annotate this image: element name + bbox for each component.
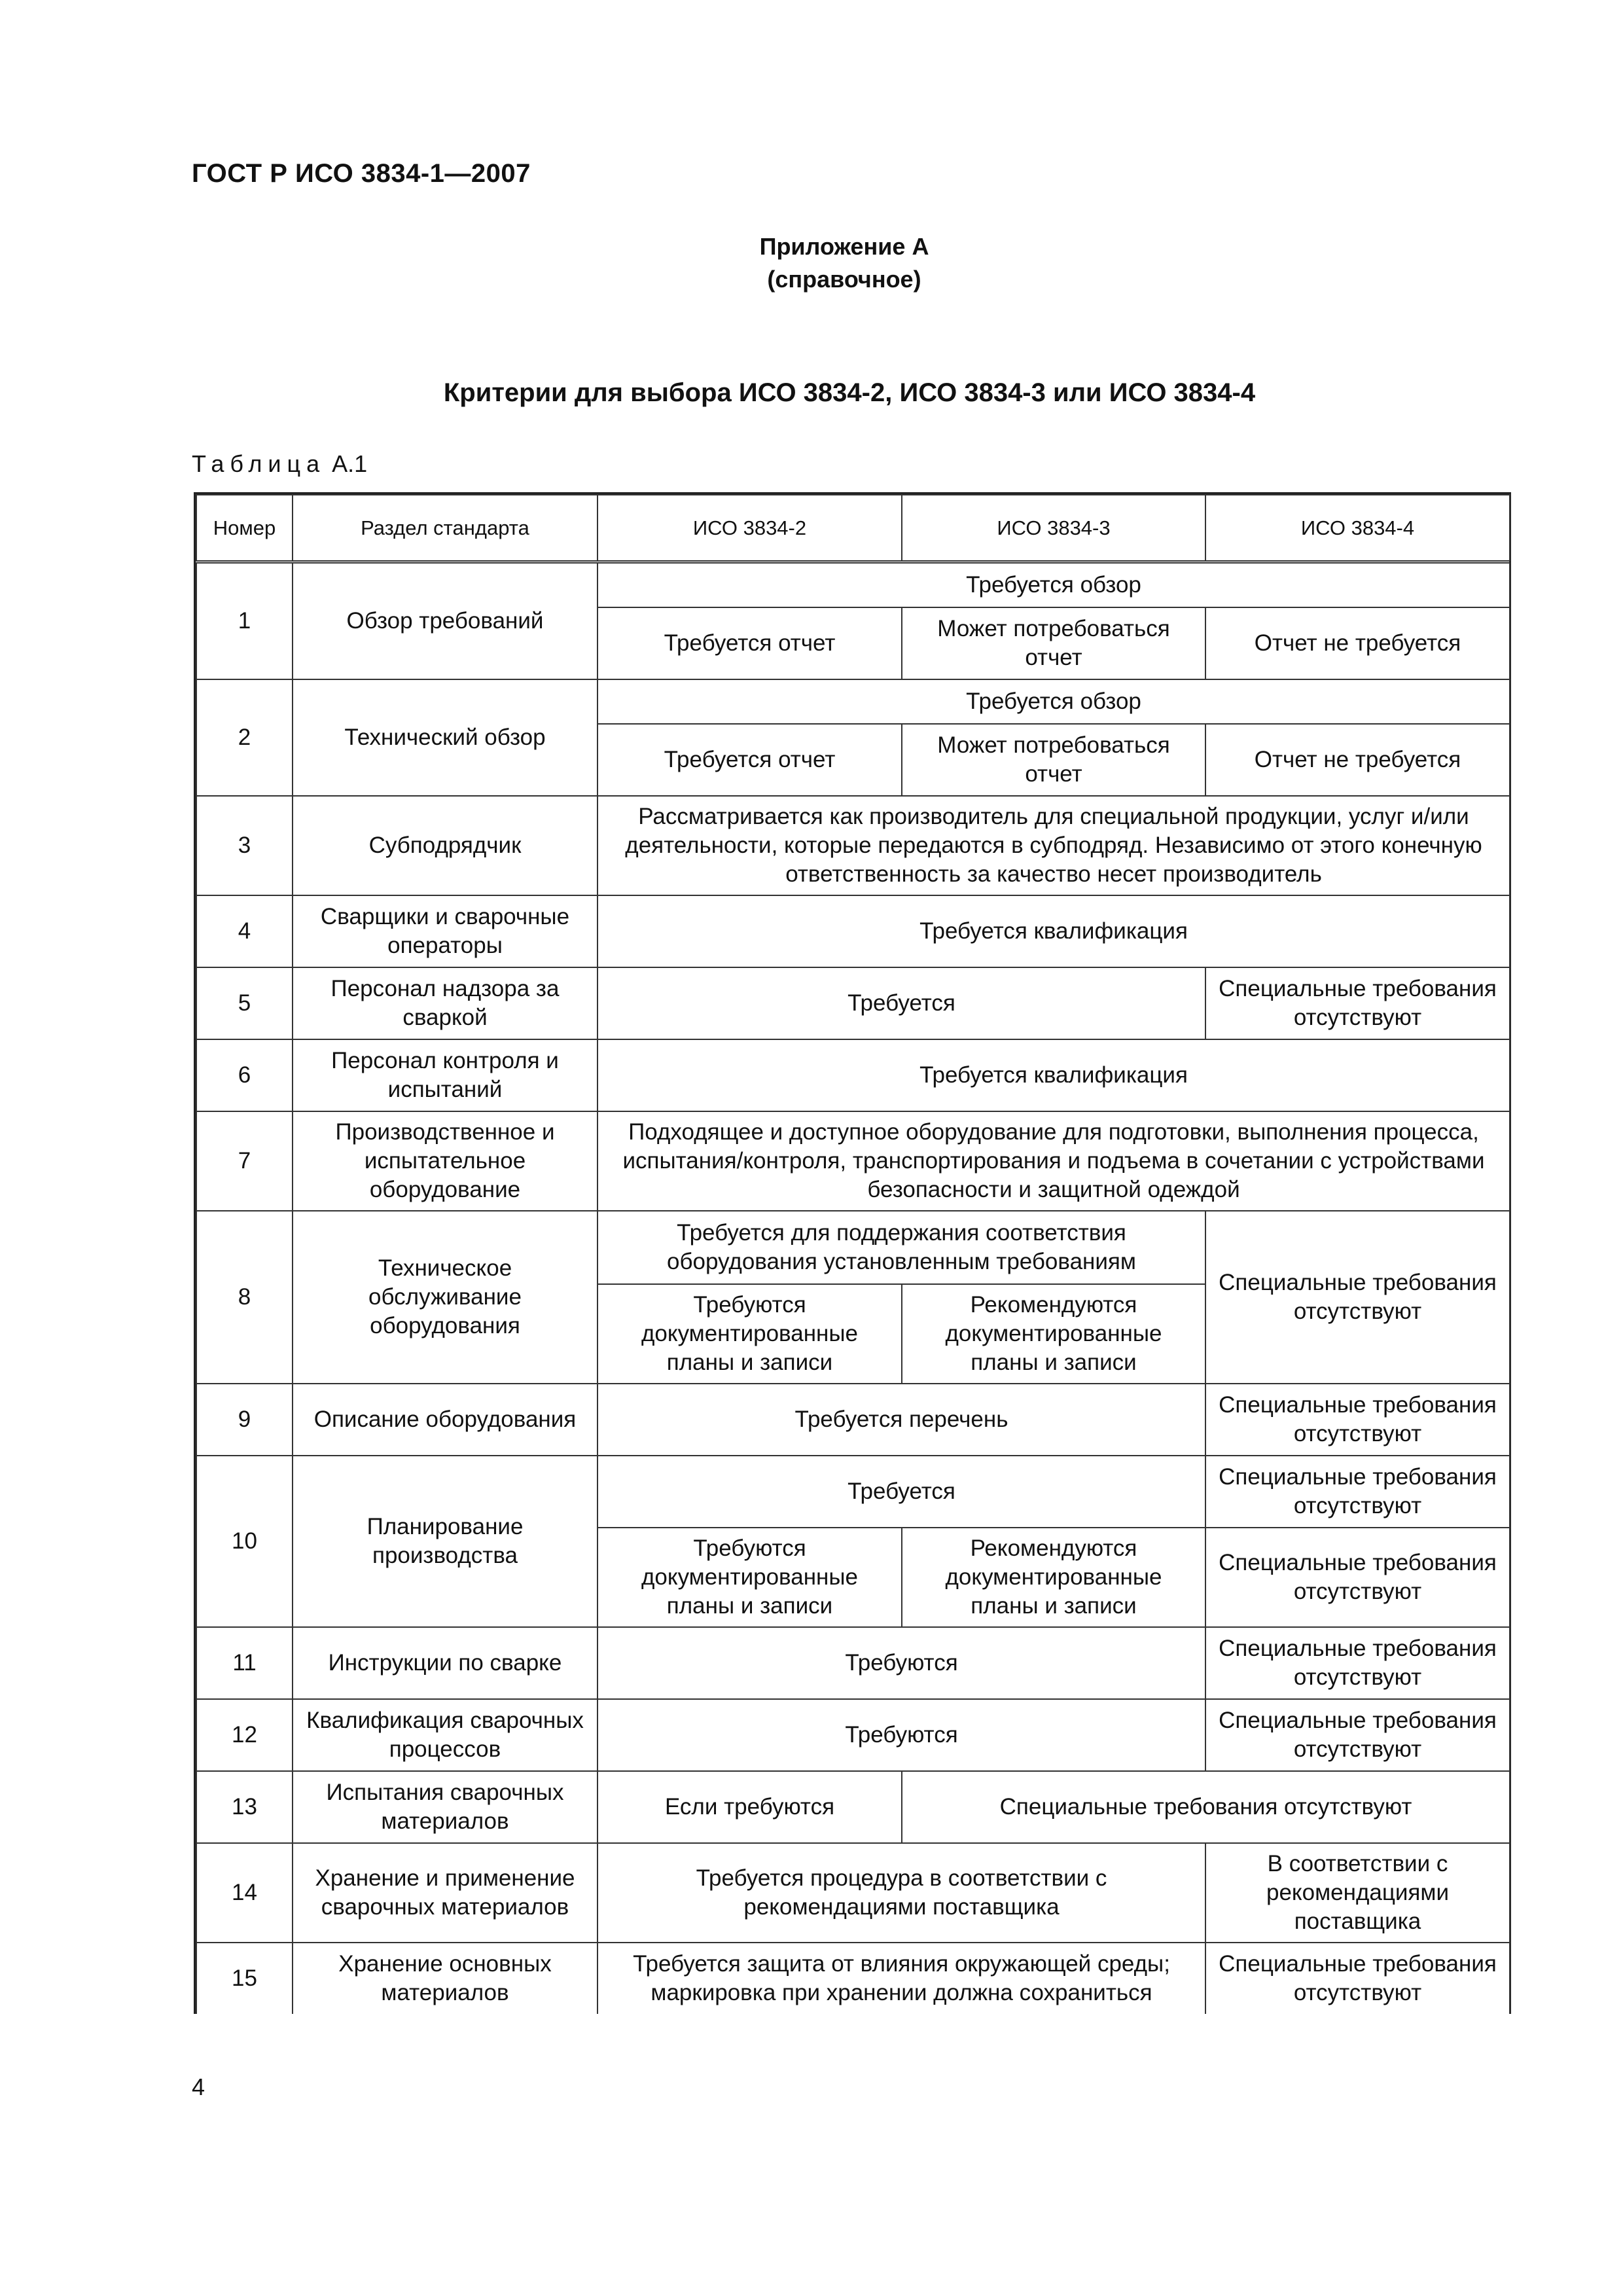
table-row [196,1699,1510,1771]
row-section: Испытания сварочных материалов [293,1771,597,1843]
row-section: Сварщики и сварочные операторы [293,895,597,967]
cell-iso-3834-2-3: Требуется процедура в соответствии с рекомендациями поставщика [597,1843,1205,1943]
cell-iso-3834-3: Может потребоваться отчет [902,724,1205,796]
row-number: 9 [196,1384,293,1456]
cell-iso-3834-2-3: Требуется [597,967,1205,1039]
table-row [196,679,1510,724]
cell-iso-3834-3: Может потребоваться отчет [902,607,1205,679]
annex-title: Приложение А [759,233,929,260]
cell-all-standards: Требуется квалификация [597,895,1510,967]
cell-iso-3834-2: Требуются документированные планы и записи [597,1528,902,1627]
table-header-row [196,495,1510,562]
cell-iso-3834-4: Отчет не требуется [1205,607,1510,679]
annex-type: (справочное) [767,266,921,293]
table-row [196,1384,1510,1456]
row-number: 14 [196,1843,293,1943]
table-row [196,1943,1510,2014]
table-row [196,1627,1510,1699]
cell-iso-3834-4: Специальные требования отсутствуют [1205,1627,1510,1699]
table-label-number: А.1 [332,450,368,477]
row-section: Квалификация сварочных процессов [293,1699,597,1771]
row-number: 4 [196,895,293,967]
cell-iso-3834-4: Специальные требования отсутствуют [1205,1699,1510,1771]
column-header-iso-3834-4: ИСО 3834-4 [1205,495,1510,562]
row-section: Субподрядчик [293,796,597,895]
table-label [192,450,367,478]
cell-iso-3834-3-4: Специальные требования отсутствуют [902,1771,1510,1843]
cell-iso-3834-3: Рекомендуются документированные планы и записи [902,1528,1205,1627]
cell-iso-3834-2-3: Требуется [597,1456,1205,1528]
annex-heading [615,230,1073,296]
row-number: 15 [196,1943,293,2014]
cell-iso-3834-2: Если требуются [597,1771,902,1843]
row-section: Инструкции по сварке [293,1627,597,1699]
row-common-requirement: Требуется обзор [597,679,1510,724]
row-section: Планирование производства [293,1456,597,1627]
column-header-iso-3834-2: ИСО 3834-2 [597,495,902,562]
row-section: Персонал надзора за сваркой [293,967,597,1039]
cell-iso-3834-2: Требуется отчет [597,607,902,679]
column-header-section: Раздел стандарта [293,495,597,562]
table-row [196,967,1510,1039]
row-section: Технический обзор [293,679,597,796]
cell-iso-3834-3: Рекомендуются документированные планы и записи [902,1284,1205,1384]
row-common-requirement: Требуется обзор [597,562,1510,608]
row-number: 13 [196,1771,293,1843]
table-row [196,562,1510,608]
page-title: Критерии для выбора ИСО 3834-2, ИСО 3834-3 или ИСО 3834-4 [443,378,1256,407]
cell-iso-3834-4: Отчет не требуется [1205,724,1510,796]
page-number: 4 [192,2073,205,2100]
table-row [196,1456,1510,1528]
column-header-iso-3834-3: ИСО 3834-3 [902,495,1205,562]
row-number: 7 [196,1111,293,1211]
cell-iso-3834-2-3: Требуются [597,1627,1205,1699]
cell-iso-3834-4: Специальные требования отсутствуют [1205,967,1510,1039]
table-row [196,1771,1510,1843]
cell-iso-3834-4: Специальные требования отсутствуют [1205,1211,1510,1384]
table-row [196,895,1510,967]
criteria-table-container [194,492,1511,2014]
row-number: 5 [196,967,293,1039]
row-number: 6 [196,1039,293,1111]
row-number: 11 [196,1627,293,1699]
column-header-number: Номер [196,495,293,562]
row-section: Производственное и испытательное оборудование [293,1111,597,1211]
row-number: 10 [196,1456,293,1627]
row-number: 1 [196,562,293,680]
cell-all-standards: Рассматривается как производитель для специальной продукции, услуг и/или деятельности, которые передаются в субподряд. Независимо от этого конечную ответственность за качество несет производитель [597,796,1510,895]
cell-iso-3834-4: Специальные требования отсутствуют [1205,1384,1510,1456]
row-number: 12 [196,1699,293,1771]
cell-iso-3834-2-3: Требуется защита от влияния окружающей среды; маркировка при хранении должна сохраниться [597,1943,1205,2014]
row-section: Персонал контроля и испытаний [293,1039,597,1111]
row-section: Описание оборудования [293,1384,597,1456]
cell-iso-3834-2: Требуются документированные планы и записи [597,1284,902,1384]
table-label-prefix: Таблица [192,450,326,477]
row-section: Хранение и применение сварочных материалов [293,1843,597,1943]
table-row [196,1211,1510,1284]
table-row [196,1843,1510,1943]
table-row [196,796,1510,895]
cell-iso-3834-2: Требуется отчет [597,724,902,796]
row-number: 2 [196,679,293,796]
row-section: Хранение основных материалов [293,1943,597,2014]
cell-iso-3834-4: Специальные требования отсутствуют [1205,1456,1510,1528]
row-section: Обзор требований [293,562,597,680]
table-row [196,1039,1510,1111]
table-row [196,1111,1510,1211]
cell-iso-3834-2-3: Требуется перечень [597,1384,1205,1456]
cell-iso-3834-2-3: Требуются [597,1699,1205,1771]
cell-iso-3834-4: Специальные требования отсутствуют [1205,1943,1510,2014]
criteria-table [196,494,1510,2014]
document-code: ГОСТ Р ИСО 3834-1—2007 [192,159,531,188]
row-number: 8 [196,1211,293,1384]
cell-all-standards: Подходящее и доступное оборудование для подготовки, выполнения процесса, испытания/контроля, транспортирования и подъема в сочетании с устройствами безопасности и защитной одеждой [597,1111,1510,1211]
row-number: 3 [196,796,293,895]
cell-iso-3834-4: Специальные требования отсутствуют [1205,1528,1510,1627]
row-section: Техническое обслуживание оборудования [293,1211,597,1384]
cell-iso-3834-2-3: Требуется для поддержания соответствия оборудования установленным требованиям [597,1211,1205,1284]
cell-all-standards: Требуется квалификация [597,1039,1510,1111]
cell-iso-3834-4: В соответствии с рекомендациями поставщика [1205,1843,1510,1943]
